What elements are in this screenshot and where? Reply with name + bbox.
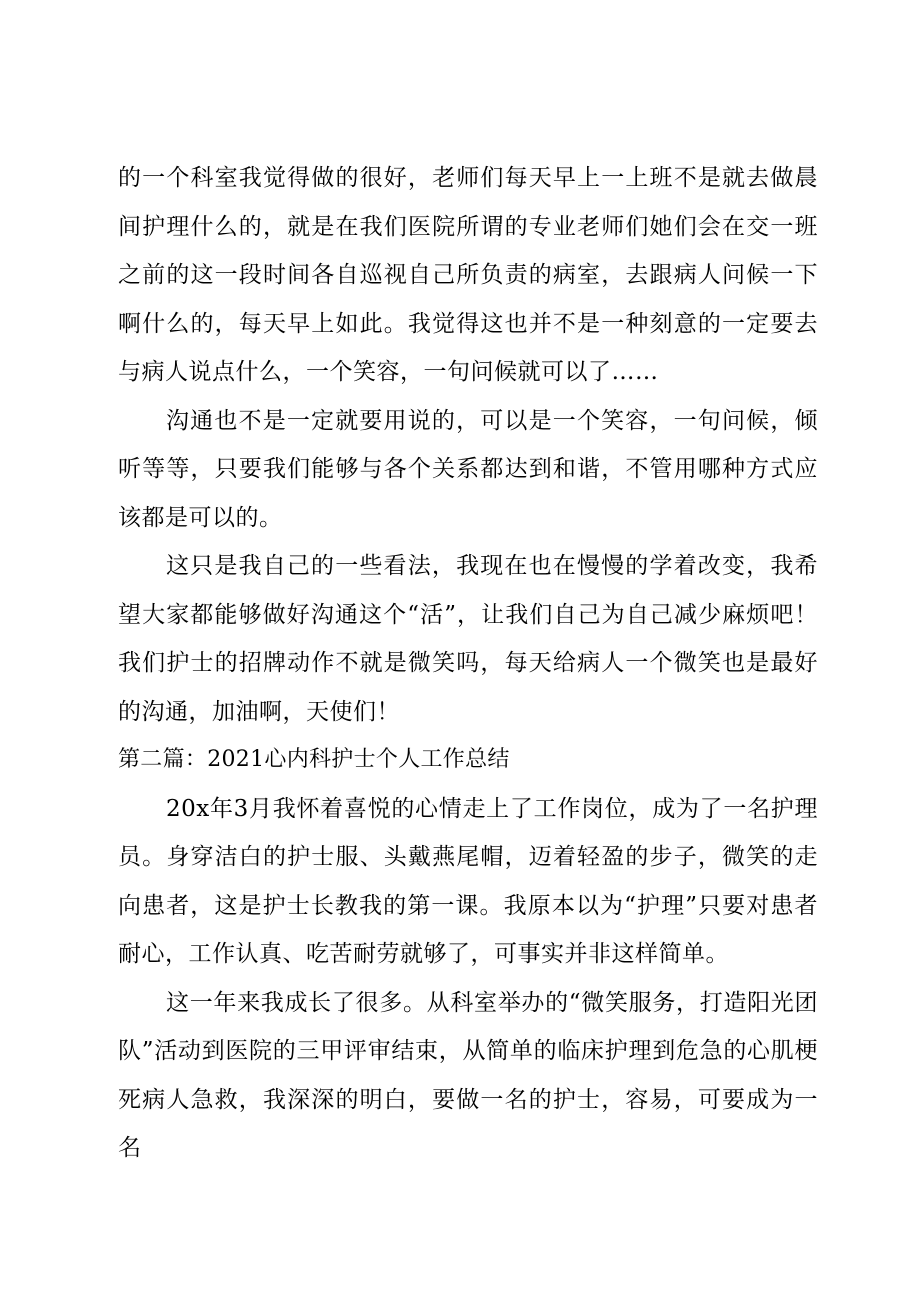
paragraph-start-work: 20x年3月我怀着喜悦的心情走上了工作岗位，成为了一名护理员。身穿洁白的护士服、头戴燕尾帽，迈着轻盈的步子，微笑的走向患者，这是护士长教我的第一课。我原本以为“护理”只要对患者耐心，工作认真、吃苦耐劳就够了，可事实并非这样简单。 xyxy=(118,795,818,967)
paragraph-growth: 这一年来我成长了很多。从科室举办的“微笑服务，打造阳光团队”活动到医院的三甲评审结束，从简单的临床护理到危急的心肌梗死病人急救，我深深的明白，要做一名的护士，容易，可要成为一名 xyxy=(118,989,818,1161)
document-body xyxy=(118,154,818,1173)
paragraph-communication: 沟通也不是一定就要用说的，可以是一个笑容，一句问候，倾听等等，只要我们能够与各个关系都达到和谐，不管用哪种方式应该都是可以的。 xyxy=(118,407,818,531)
section-heading: 第二篇：2021心内科护士个人工作总结 xyxy=(118,747,510,772)
paragraph-opinion: 这只是我自己的一些看法，我现在也在慢慢的学着改变，我希望大家都能够做好沟通这个“活”，让我们自己为自己减少麻烦吧！我们护士的招牌动作不就是微笑吗，每天给病人一个微笑也是最好的沟通，加油啊，天使们！ xyxy=(118,553,818,725)
paragraph-continued: 的一个科室我觉得做的很好，老师们每天早上一上班不是就去做晨间护理什么的，就是在我们医院所谓的专业老师们她们会在交一班之前的这一段时间各自巡视自己所负责的病室，去跟病人问候一下啊什么的，每天早上如此。我觉得这也并不是一种刻意的一定要去与病人说点什么，一个笑容，一句问候就可以了…… xyxy=(118,165,818,385)
